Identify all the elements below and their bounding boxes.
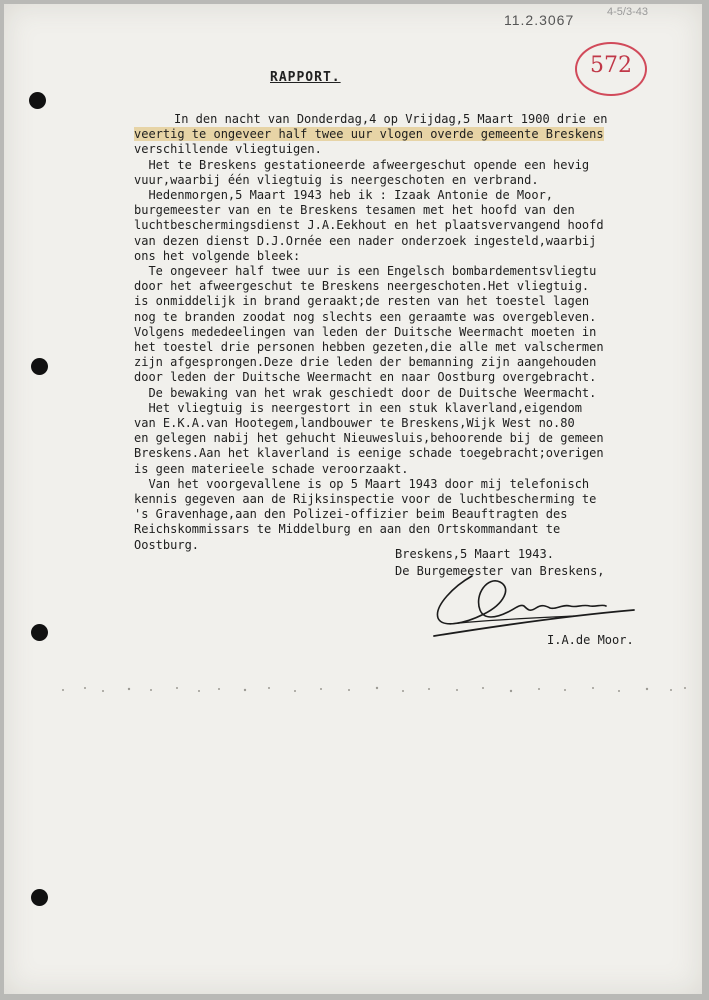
archive-stamp — [575, 42, 647, 96]
closing-office: De Burgemeester van Breskens, — [395, 564, 605, 578]
body-line: van dezen dienst D.J.Ornée een nader onderzoek ingesteld,waarbij — [134, 233, 597, 248]
body-line: Het vliegtuig is neergestort in een stuk klaverland,eigendom — [134, 400, 582, 415]
punch-hole — [29, 92, 46, 109]
body-line: zijn afgesprongen.Deze drie leden der bemanning zijn aangehouden — [134, 355, 597, 370]
punch-hole — [31, 358, 48, 375]
archive-number: 11.2.3067 — [504, 12, 575, 28]
body-line: van E.K.A.van Hootegem,landbouwer te Breskens,Wijk West no.80 — [134, 416, 575, 431]
body-line: Het te Breskens gestationeerde afweergeschut opende een hevig — [134, 157, 590, 172]
report-title: RAPPORT. — [270, 70, 341, 85]
punch-hole — [31, 889, 48, 906]
signatory-name: I.A.de Moor. — [547, 633, 634, 647]
body-line: kennis gegeven aan de Rijksinspectie voor de luchtbescherming te — [134, 492, 597, 507]
body-line: Reichskommissars te Middelburg en aan den Ortskommandant te — [134, 522, 561, 537]
body-line: Volgens mededeelingen van leden der Duitsche Weermacht moeten in — [134, 324, 597, 339]
body-line: het toestel drie personen hebben gezeten,die alle met valschermen — [134, 340, 604, 355]
body-line: door leden der Duitsche Weermacht en naar Oostburg overgebracht. — [134, 370, 597, 385]
document-page — [4, 4, 702, 994]
body-line: Te ongeveer half twee uur is een Engelsch bombardementsvliegtu — [134, 264, 597, 279]
body-line: door het afweergeschut te Breskens neergeschoten.Het vliegtuig. — [134, 279, 590, 294]
punch-hole — [31, 624, 48, 641]
body-line: Oostburg. — [134, 537, 200, 552]
body-line: veertig te ongeveer half twee uur vlogen overde gemeente Breskens — [134, 127, 604, 142]
body-line: vuur,waarbij één vliegtuig is neergeschoten en verbrand. — [134, 172, 539, 187]
archive-note: 4-5/3-43 — [607, 6, 648, 18]
body-line: In den nacht van Donderdag,4 op Vrijdag,5 Maart 1900 drie en — [174, 112, 608, 126]
body-line: is geen materieele schade veroorzaakt. — [134, 461, 409, 476]
body-line: burgemeester van en te Breskens tesamen met het hoofd van den — [134, 203, 575, 218]
bleed-through-specks — [59, 682, 689, 698]
body-line: 's Gravenhage,aan den Polizei-offizier beim Beauftragten des — [134, 507, 568, 522]
body-line: nog te branden zoodat nog slechts een geraamte was overgebleven. — [134, 309, 597, 324]
body-line: luchtbeschermingsdienst J.A.Eekhout en het plaatsvervangend hoofd — [134, 218, 604, 233]
body-line: Hedenmorgen,5 Maart 1943 heb ik : Izaak Antonie de Moor, — [134, 188, 554, 203]
body-line: ons het volgende bleek: — [134, 248, 301, 263]
body-line: verschillende vliegtuigen. — [134, 142, 322, 157]
body-line: en gelegen nabij het gehucht Nieuwesluis,behoorende bij de gemeen — [134, 431, 604, 446]
body-line: De bewaking van het wrak geschiedt door de Duitsche Weermacht. — [134, 385, 597, 400]
body-line: Van het voorgevallene is op 5 Maart 1943 door mij telefonisch — [134, 476, 590, 491]
closing-place-date: Breskens,5 Maart 1943. — [395, 547, 554, 561]
report-body — [134, 112, 709, 553]
body-line: Breskens.Aan het klaverland is eenige schade toegebracht;overigen — [134, 446, 604, 461]
stamp-number: 572 — [590, 53, 632, 78]
body-line: is onmiddelijk in brand geraakt;de resten van het toestel lagen — [134, 294, 590, 309]
